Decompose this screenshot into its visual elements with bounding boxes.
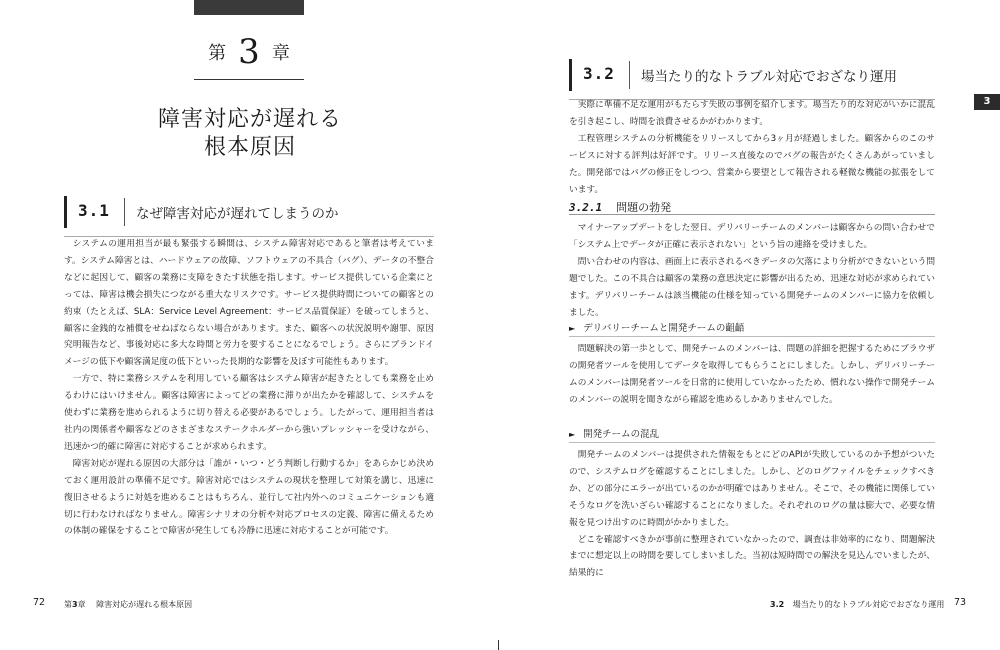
paragraph: システムの運用担当が最も緊張する瞬間は、システム障害対応であると筆者は考えています。システム障害とは、ハードウェアの故障、ソフトウェアの不具合（バグ）、データの不整合などに起因して、顧客の業務に支障をきたす状態を指します。サービス提供している企業にとっては、障害は機会損失につながる重大なリスクです。サービス提供時間についての顧客との約束（たとえば、SLA：Service Level Agreement：サービス品質保証）を破ってしまうと、顧客に金銭的な補償をせねばならない場合があります。また、顧客への状況説明や謝罪、原因究明報告など、事後対応に多大な時間と労力を要することになるでしょう。さらにブランドイメージの低下や顧客満足度の低下といった長期的な影響を及ぼす可能性もあります。 [64,239,434,368]
running-footer-right: 3.2 場当たり的なトラブル対応でおざなり運用 [770,600,945,609]
paragraph: 実際に準備不足な運用がもたらす失敗の事例を紹介します。場当たり的な対応がいかに混乱を引き起こし、時間を浪費させるかがわかります。 [569,100,935,127]
section-number: 3.2 [583,64,615,83]
topic-heading-2 [569,426,659,440]
topic-heading-1 [569,320,744,334]
page-number-right: 73 [954,597,967,608]
topic-underline [569,442,935,443]
section-3-2-intro [569,97,935,198]
section-divider [629,61,630,89]
footer-title: 障害対応が遅れる根本原因 [96,600,193,609]
subsection-body [569,220,935,321]
chapter-number: 3 [238,32,260,72]
paragraph: 工程管理システムの分析機能をリリースしてから3ヶ月が経過しました。顧客からのこのサービスに対する評判は好評です。リリース直後なのでバグの報告がたくさんあがっていました。開発部ではバグの修正をしつつ、営業から要望として報告される軽微な機能の拡張をしています。 [569,133,935,195]
section-divider [124,198,125,226]
paragraph: 問題解決の第一歩として、開発チームのメンバーは、問題の詳細を把握するためにブラウザの開発者ツールを使用してデータを取得してもらうことにしました。しかし、デリバリーチームのメンバーは開発者ツールを日常的に使用していなかったため、慣れない操作で開発チームのメンバーの説明を聞きながら確認を進めるしかありませんでした。 [569,344,935,405]
topic-title: デリバリーチームと開発チームの齟齬 [583,323,745,334]
paragraph: マイナーアップデートをした翌日、デリバリーチームのメンバーは顧客からの問い合わせで「システム上でデータが正確に表示されない」という旨の連絡を受けました。 [569,223,935,250]
subsection-number: 3.2.1 [569,201,603,214]
section-number: 3.1 [78,201,110,220]
section-bar [64,196,67,228]
running-footer-left: 第3章 障害対応が遅れる根本原因 [64,600,193,609]
topic-1-body [569,341,935,409]
section-bar [569,59,572,91]
chapter-title-line-1: 障害対応が遅れる [157,107,342,132]
chapter-label [194,32,304,72]
section-3-1-body [64,236,434,540]
topic-title: 開発チームの混乱 [583,429,660,440]
chapter-side-tab: 3 [974,94,1000,110]
triangle-bullet-icon: ► [569,430,576,439]
chapter-title-line-2: 根本原因 [203,135,296,160]
section-title: なぜ障害対応が遅れてしまうのか [136,206,339,222]
topic-underline [569,336,935,337]
section-heading-3-2 [569,59,935,91]
subsection-underline [569,214,935,215]
chapter-label-pre: 第 [208,43,227,64]
gutter-mark [498,640,499,650]
chapter-title [100,106,400,162]
paragraph: 障害対応が遅れる原因の大部分は「誰が・いつ・どう判断し行動するか」をあらかじめ決めておく運用設計の準備不足です。障害対応ではシステムの現状を整理して対策を講じ、迅速に復旧させるように対処を進めることはもちろん、並行して社内外へのコミュニケーションも適切に行わなければなりません。障害シナリオの分析や対応プロセスの定義、障害に備えるための体制の確保をすることで障害が発生しても冷静に迅速に対応することが可能です。 [64,458,434,537]
triangle-bullet-icon: ► [569,324,576,333]
chapter-rule [194,79,304,80]
paragraph: どこを確認すべきかが事前に整理されていなかったので、調査は非効率的になり、問題解決までに想定以上の時間を要してしまいました。当初は短時間での解決を見込んでいましたが、結果的に [569,534,935,579]
chapter-top-block [194,0,304,15]
paragraph: 問い合わせの内容は、画面上に表示されるべきデータの欠落により分析ができないという問題でした。この不具合は顧客の業務の意思決定に影響が出るため、迅速な対応が求められています。デリバリーチームは該当機能の仕様を知っている開発チームのメンバーに協力を依頼しました。 [569,256,935,318]
topic-2-body [569,447,935,582]
page-number-left: 72 [33,597,46,608]
section-heading-3-1 [64,196,434,228]
right-page [500,0,1000,650]
subsection-heading [569,196,671,215]
footer-title: 場当たり的なトラブル対応でおざなり運用 [792,600,945,609]
subsection-title: 問題の勃発 [616,201,672,214]
section-title: 場当たり的なトラブル対応でおざなり運用 [641,69,897,85]
chapter-label-post: 章 [271,43,290,64]
paragraph: 一方で、特に業務システムを利用している顧客はシステム障害が起きたとしても業務を止めるわけにはいけません。顧客は障害によってどの業務に滞りが出たかを確認して、システムを使わずに業務を進められるように切り替える必要があるでしょう。したがって、運用担当者は社内の関係者や顧客などのさまざまなステークホルダーから強いプレッシャーを受けながら、迅速かつ的確に障害に対応することが求められます。 [64,374,434,452]
paragraph: 開発チームのメンバーは提供された情報をもとにどのAPIが失敗しているのか予想がついたので、システムログを確認することにしました。しかし、どのログファイルをチェックすべきか、どの部分にエラーが出ているのかが明確ではありません。そこで、その機能に関係していそうなログを洗いざらい確認することになりました。それぞれのログの量は膨大で、必要な情報を見つけ出すのに時間がかかりました。 [569,450,935,528]
